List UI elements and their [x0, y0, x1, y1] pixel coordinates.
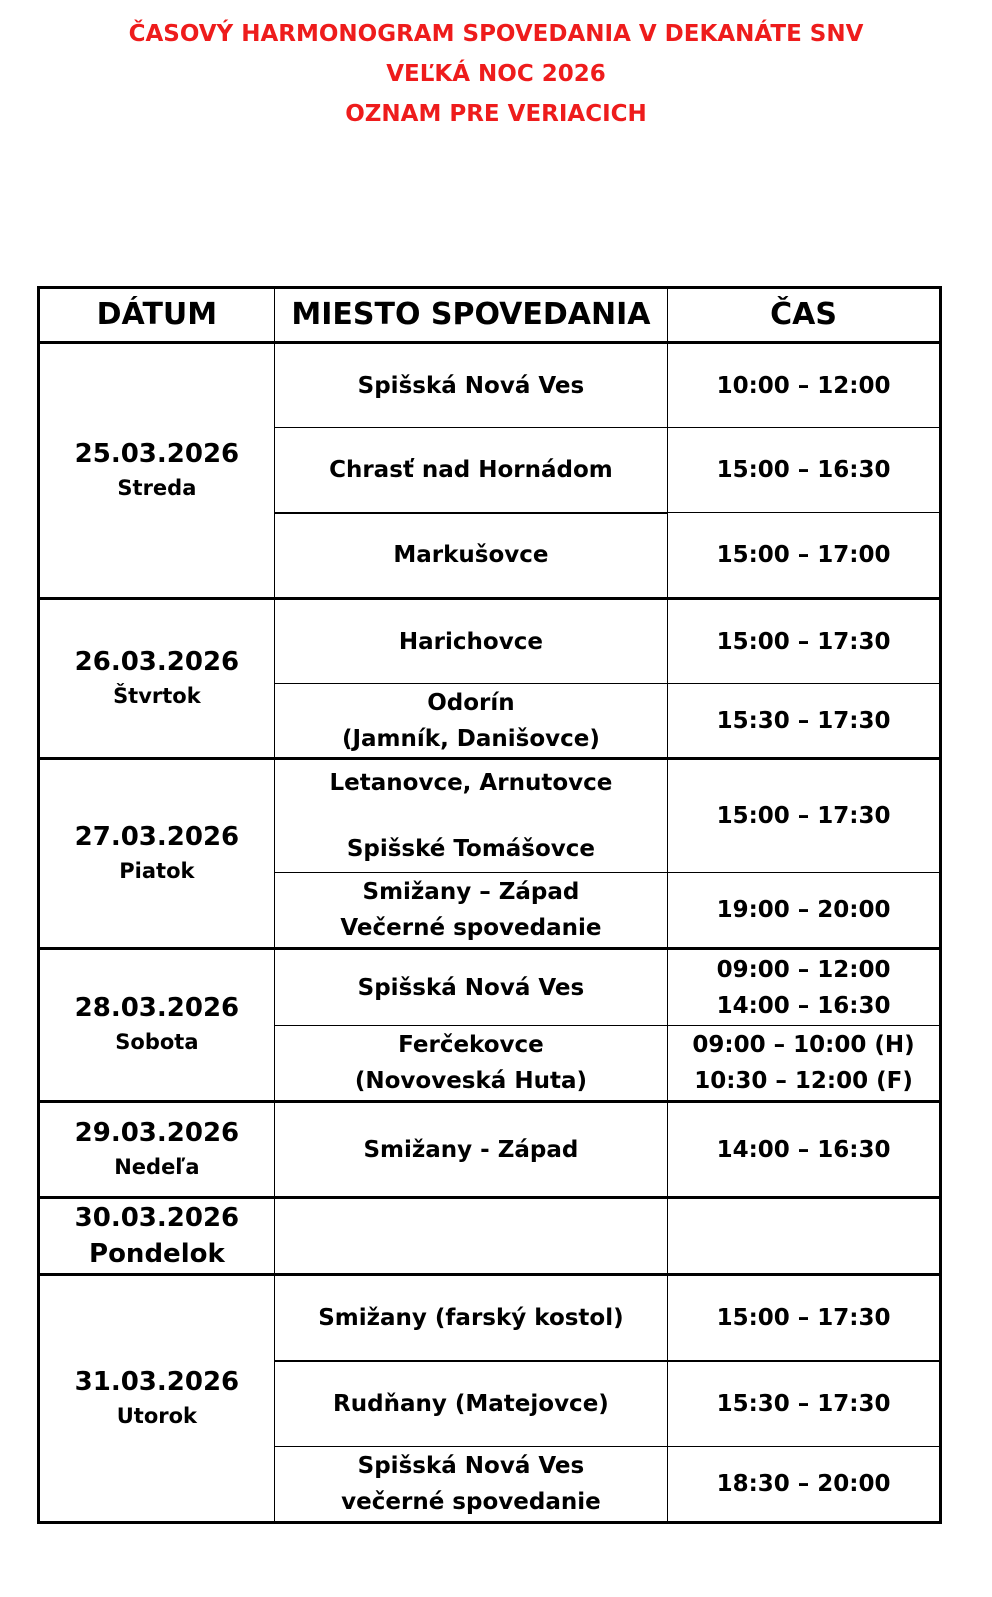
date-value: 26.03.2026 [74, 646, 240, 677]
header-row [39, 288, 941, 343]
time-cell: 15:00 – 17:30 [668, 599, 941, 684]
schedule-table [37, 286, 942, 1524]
header-place: MIESTO SPOVEDANIA [274, 288, 667, 343]
date-value: 29.03.2026 [74, 1117, 240, 1148]
day-name: Sobota [115, 1030, 199, 1054]
time-cell [668, 1198, 941, 1275]
place-line-1: Ferčekovce [398, 1032, 544, 1058]
table-row [39, 343, 941, 428]
place-line-2: večerné spovedanie [341, 1489, 601, 1515]
day-name: Pondelok [89, 1239, 225, 1269]
place-cell: Harichovce [274, 599, 667, 684]
time-cell [668, 949, 941, 1026]
day-name: Nedeľa [114, 1154, 200, 1179]
time-cell: 15:00 – 17:00 [668, 513, 941, 599]
document-title [0, 14, 992, 134]
table-row [39, 949, 941, 1026]
date-value: 27.03.2026 [74, 821, 240, 852]
time-cell: 18:30 – 20:00 [668, 1447, 941, 1523]
place-cell: Spišská Nová Ves [274, 949, 667, 1026]
place-cell [274, 1026, 667, 1102]
time-cell: 14:00 – 16:30 [668, 1102, 941, 1198]
day-name: Streda [117, 475, 197, 500]
time-line-2: 14:00 – 16:30 [716, 992, 891, 1019]
place-cell [274, 1198, 667, 1275]
date-cell [39, 343, 275, 599]
place-cell: Rudňany (Matejovce) [274, 1361, 667, 1447]
place-line-1: Smižany – Západ [362, 879, 580, 905]
date-cell [39, 1275, 275, 1523]
place-cell [274, 759, 667, 873]
date-cell [39, 599, 275, 759]
title-line-3: OZNAM PRE VERIACICH [345, 101, 647, 127]
table-row [39, 1198, 941, 1275]
time-cell [668, 1026, 941, 1102]
place-line-1: Odorín [427, 689, 515, 716]
place-cell: Spišská Nová Ves [274, 343, 667, 428]
date-cell [39, 759, 275, 949]
place-cell: Markušovce [274, 513, 667, 599]
table-row [39, 1102, 941, 1198]
day-name: Piatok [119, 858, 195, 883]
time-cell: 15:30 – 17:30 [668, 1361, 941, 1447]
date-value: 31.03.2026 [74, 1366, 240, 1397]
time-line-2: 10:30 – 12:00 (F) [694, 1068, 913, 1094]
time-line-1: 09:00 – 10:00 (H) [692, 1032, 915, 1058]
date-cell [39, 1198, 275, 1275]
date-value: 28.03.2026 [74, 993, 240, 1023]
time-cell: 15:00 – 16:30 [668, 428, 941, 513]
time-cell: 19:00 – 20:00 [668, 873, 941, 949]
header-date: DÁTUM [39, 288, 275, 343]
time-cell: 15:00 – 17:30 [668, 1275, 941, 1361]
date-value: 25.03.2026 [74, 438, 240, 469]
time-line-1: 09:00 – 12:00 [716, 956, 891, 983]
date-cell [39, 949, 275, 1102]
place-line-2: Večerné spovedanie [340, 915, 602, 941]
place-cell [274, 1447, 667, 1523]
place-line-2: Spišské Tomášovce [346, 836, 596, 862]
time-cell: 10:00 – 12:00 [668, 343, 941, 428]
time-cell: 15:30 – 17:30 [668, 684, 941, 759]
date-value: 30.03.2026 [74, 1203, 240, 1233]
place-line-2: (Novoveská Huta) [354, 1068, 587, 1094]
date-cell [39, 1102, 275, 1198]
place-cell: Smižany (farský kostol) [274, 1275, 667, 1361]
place-cell: Smižany - Západ [274, 1102, 667, 1198]
place-cell [274, 684, 667, 759]
place-cell [274, 873, 667, 949]
day-name: Štvrtok [113, 683, 201, 708]
spacer [275, 801, 667, 831]
place-cell: Chrasť nad Hornádom [274, 428, 667, 513]
time-cell: 15:00 – 17:30 [668, 759, 941, 873]
title-line-2: VEĽKÁ NOC 2026 [386, 61, 606, 87]
place-line-2: (Jamník, Danišovce) [341, 725, 600, 752]
place-line-1: Letanovce, Arnutovce [329, 770, 613, 796]
title-line-1: ČASOVÝ HARMONOGRAM SPOVEDANIA V DEKANÁTE SNV [128, 21, 864, 47]
table-row [39, 759, 941, 873]
table-row [39, 599, 941, 684]
place-line-1: Spišská Nová Ves [357, 1453, 585, 1479]
header-time: ČAS [668, 288, 941, 343]
table-row [39, 1275, 941, 1361]
day-name: Utorok [116, 1403, 198, 1428]
